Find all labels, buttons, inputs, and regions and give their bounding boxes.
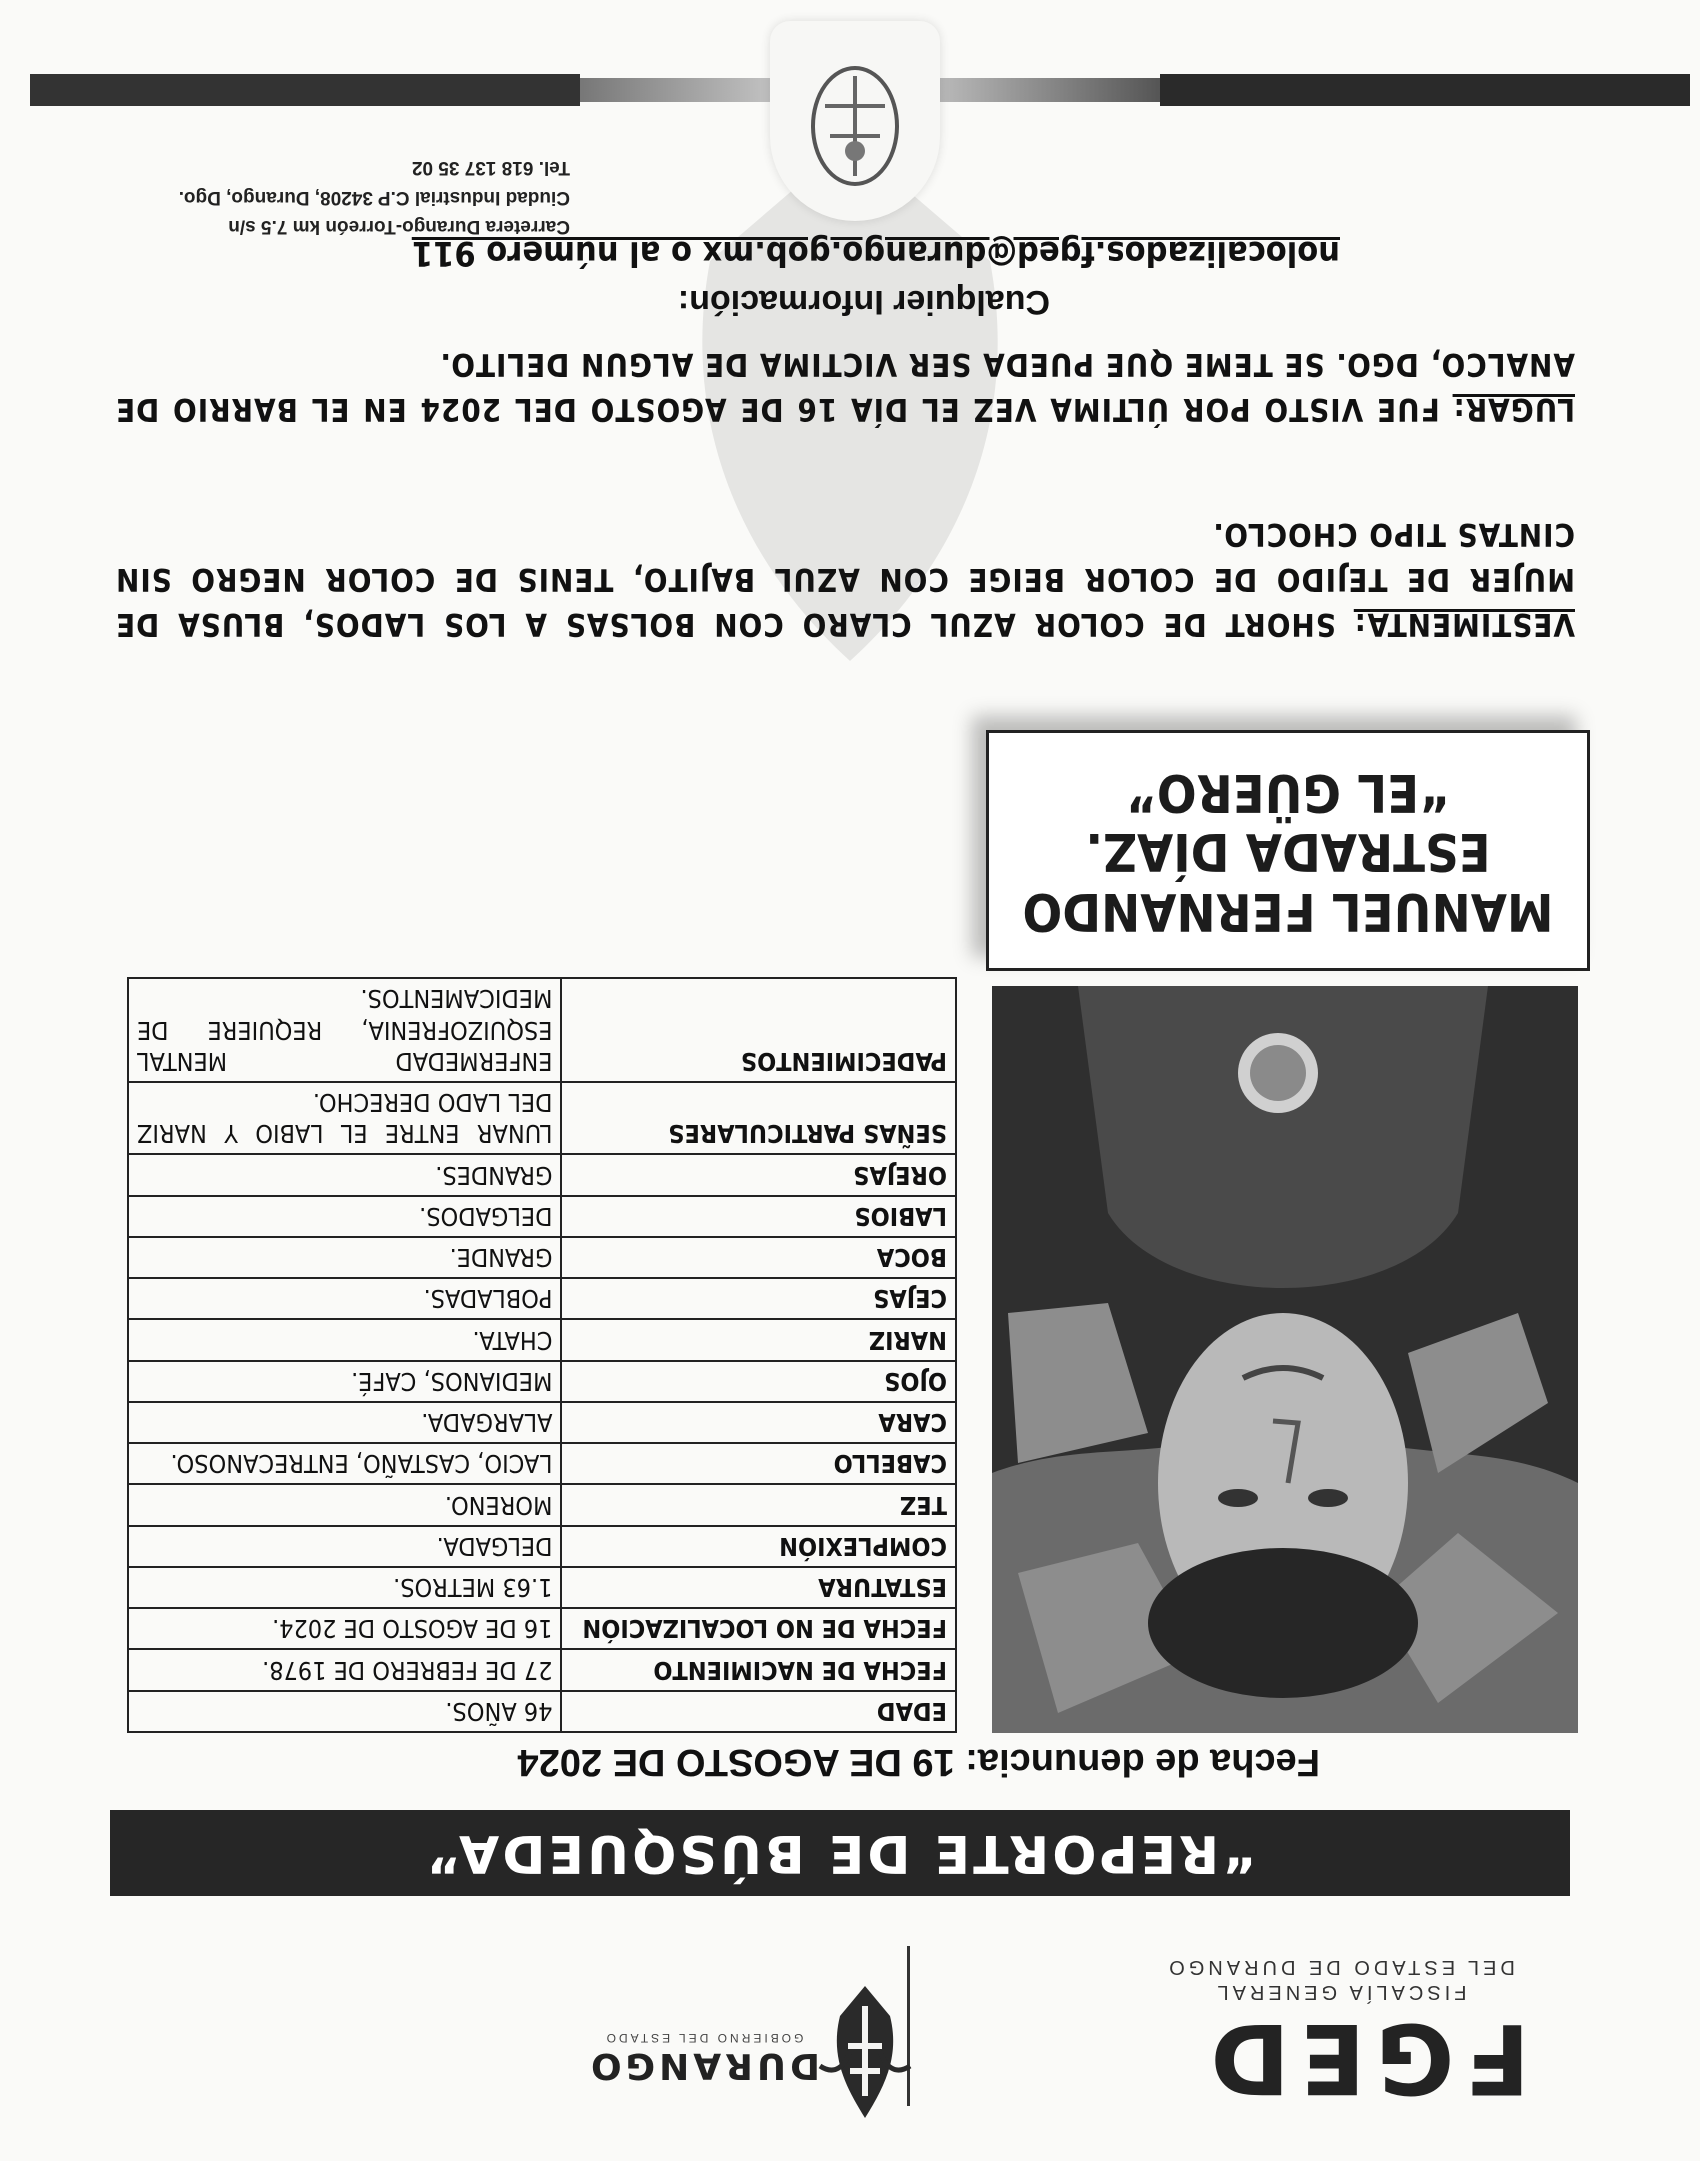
table-row bbox=[128, 1526, 956, 1567]
address-phone: Tel. 618 137 35 02 bbox=[411, 157, 570, 179]
detail-value: GRANDE. bbox=[128, 1237, 561, 1278]
state-seal bbox=[770, 21, 940, 221]
durango-gov-logo bbox=[587, 1921, 920, 2126]
detail-label: CARA bbox=[561, 1402, 956, 1443]
detail-label: COMPLEXIÓN bbox=[561, 1526, 956, 1567]
table-row bbox=[128, 1443, 956, 1484]
clothing-text: SHORT DE COLOR AZUL CLARO CON BOLSAS A LOS LADOS, BLUSA DE MUJER DE TEJIDO DE COLOR BEIGE CON AZUL BAJITO, TENIS DE COLOR NEGRO SIN CINTAS TIPO CHOCLO. bbox=[115, 516, 1575, 642]
clothing-label: VESTIMENTA: bbox=[1353, 606, 1575, 642]
person-name-box bbox=[986, 730, 1590, 971]
detail-value: ALARGADA. bbox=[128, 1402, 561, 1443]
detail-label: OREJAS bbox=[561, 1155, 956, 1196]
person-details-table bbox=[127, 977, 957, 1733]
table-row bbox=[128, 1691, 956, 1732]
page-title: “REPORTE DE BÚSQUEDA” bbox=[423, 1823, 1257, 1883]
location-label: LUGAR: bbox=[1452, 391, 1575, 427]
person-alias: “EL GÜERO” bbox=[1126, 761, 1450, 822]
fged-subtitle bbox=[1150, 1954, 1530, 2004]
detail-value: DELGADA. bbox=[128, 1526, 561, 1567]
fged-subtitle-line2: DEL ESTADO DE DURANGO bbox=[1165, 1956, 1515, 1978]
detail-label: ESTATURA bbox=[561, 1567, 956, 1608]
title-bar bbox=[110, 1810, 1570, 1896]
table-row bbox=[128, 1082, 956, 1155]
person-name-line1: MANUEL FERNANDO bbox=[1022, 881, 1554, 942]
clothing-paragraph bbox=[115, 511, 1575, 646]
table-row bbox=[128, 1402, 956, 1443]
durango-crest-icon bbox=[810, 1976, 920, 2126]
detail-value: CHATA. bbox=[128, 1320, 561, 1361]
detail-value: 1.63 METROS. bbox=[128, 1567, 561, 1608]
table-row bbox=[128, 1608, 956, 1649]
detail-label: FECHA DE NACIMIENTO bbox=[561, 1650, 956, 1691]
detail-label: PADECIMIENTOS bbox=[561, 978, 956, 1082]
detail-label: OJOS bbox=[561, 1361, 956, 1402]
detail-value: MORENO. bbox=[128, 1485, 561, 1526]
detail-label: CABELLO bbox=[561, 1443, 956, 1484]
table-row bbox=[128, 1278, 956, 1319]
fged-logo bbox=[1150, 1921, 1530, 2126]
location-paragraph bbox=[115, 341, 1575, 431]
footer-segment-right bbox=[30, 74, 580, 106]
gov-logo-text: DURANGO bbox=[587, 2045, 820, 2086]
state-seal-icon bbox=[800, 56, 910, 196]
detail-label: LABIOS bbox=[561, 1196, 956, 1237]
detail-label: NARIZ bbox=[561, 1320, 956, 1361]
person-name-line2: ESTRADA DÍAZ. bbox=[1085, 821, 1491, 882]
gov-logo-subtitle: GOBIERNO DEL ESTADO bbox=[603, 2031, 804, 2045]
detail-value: GRANDES. bbox=[128, 1155, 561, 1196]
report-date: Fecha de denuncia: 19 DE AGOSTO DE 2024 bbox=[517, 1741, 1320, 1783]
detail-label: TEZ bbox=[561, 1485, 956, 1526]
table-row bbox=[128, 1485, 956, 1526]
contact-email-phone: nolocalizados.fged@durango.gob.mx o al número 911 bbox=[411, 233, 1340, 273]
fged-subtitle-line1: FISCALÍA GENERAL bbox=[1213, 1981, 1467, 2003]
contact-label: Cualquier Información: bbox=[677, 283, 1050, 321]
detail-label: SEÑAS PARTICULARES bbox=[561, 1082, 956, 1155]
table-row bbox=[128, 978, 956, 1082]
table-row bbox=[128, 1155, 956, 1196]
table-row bbox=[128, 1567, 956, 1608]
detail-value: POBLADAS. bbox=[128, 1278, 561, 1319]
table-row bbox=[128, 1650, 956, 1691]
detail-label: EDAD bbox=[561, 1691, 956, 1732]
detail-value: MEDIANOS, CAFÉ. bbox=[128, 1361, 561, 1402]
detail-value: LACIO, CASTAÑO, ENTRECANOSO. bbox=[128, 1443, 561, 1484]
address-line1: Carretera Durango-Torreón km 7.5 s/n bbox=[228, 216, 570, 237]
office-address bbox=[50, 153, 570, 241]
detail-label: BOCA bbox=[561, 1237, 956, 1278]
table-row bbox=[128, 1237, 956, 1278]
table-row bbox=[128, 1361, 956, 1402]
detail-value: 16 DE AGOSTO DE 2024. bbox=[128, 1608, 561, 1649]
table-row bbox=[128, 1196, 956, 1237]
detail-value: 27 DE FEBRERO DE 1978. bbox=[128, 1650, 561, 1691]
table-row bbox=[128, 1320, 956, 1361]
detail-label: FECHA DE NO LOCALIZACIÓN bbox=[561, 1608, 956, 1649]
detail-value: 46 AÑOS. bbox=[128, 1691, 561, 1732]
missing-person-photo bbox=[992, 986, 1578, 1733]
detail-label: CEJAS bbox=[561, 1278, 956, 1319]
detail-value: LUNAR ENTRE EL LABIO Y NARIZ DEL LADO DERECHO. bbox=[128, 1082, 561, 1155]
footer-segment-left bbox=[1160, 74, 1690, 106]
detail-value: DELGADOS. bbox=[128, 1196, 561, 1237]
detail-value: ENFERMEDAD MENTAL ESQUIZOFRENIA, REQUIERE DE MEDICAMENTOS. bbox=[128, 978, 561, 1082]
gov-text bbox=[587, 2031, 820, 2086]
fged-logo-text: FGED bbox=[1200, 2002, 1530, 2114]
address-line2: Ciudad Industrial C.P 34208, Durango, Dgo. bbox=[178, 186, 570, 208]
location-text: FUE VISTO POR ÚLTIMA VEZ EL DÍA 16 DE AGOSTO DEL 2024 EN EL BARRIO DE ANALCO, DGO. SE TEME QUE PUEDA SER VICTIMA DE ALGUN DELITO. bbox=[115, 346, 1575, 427]
